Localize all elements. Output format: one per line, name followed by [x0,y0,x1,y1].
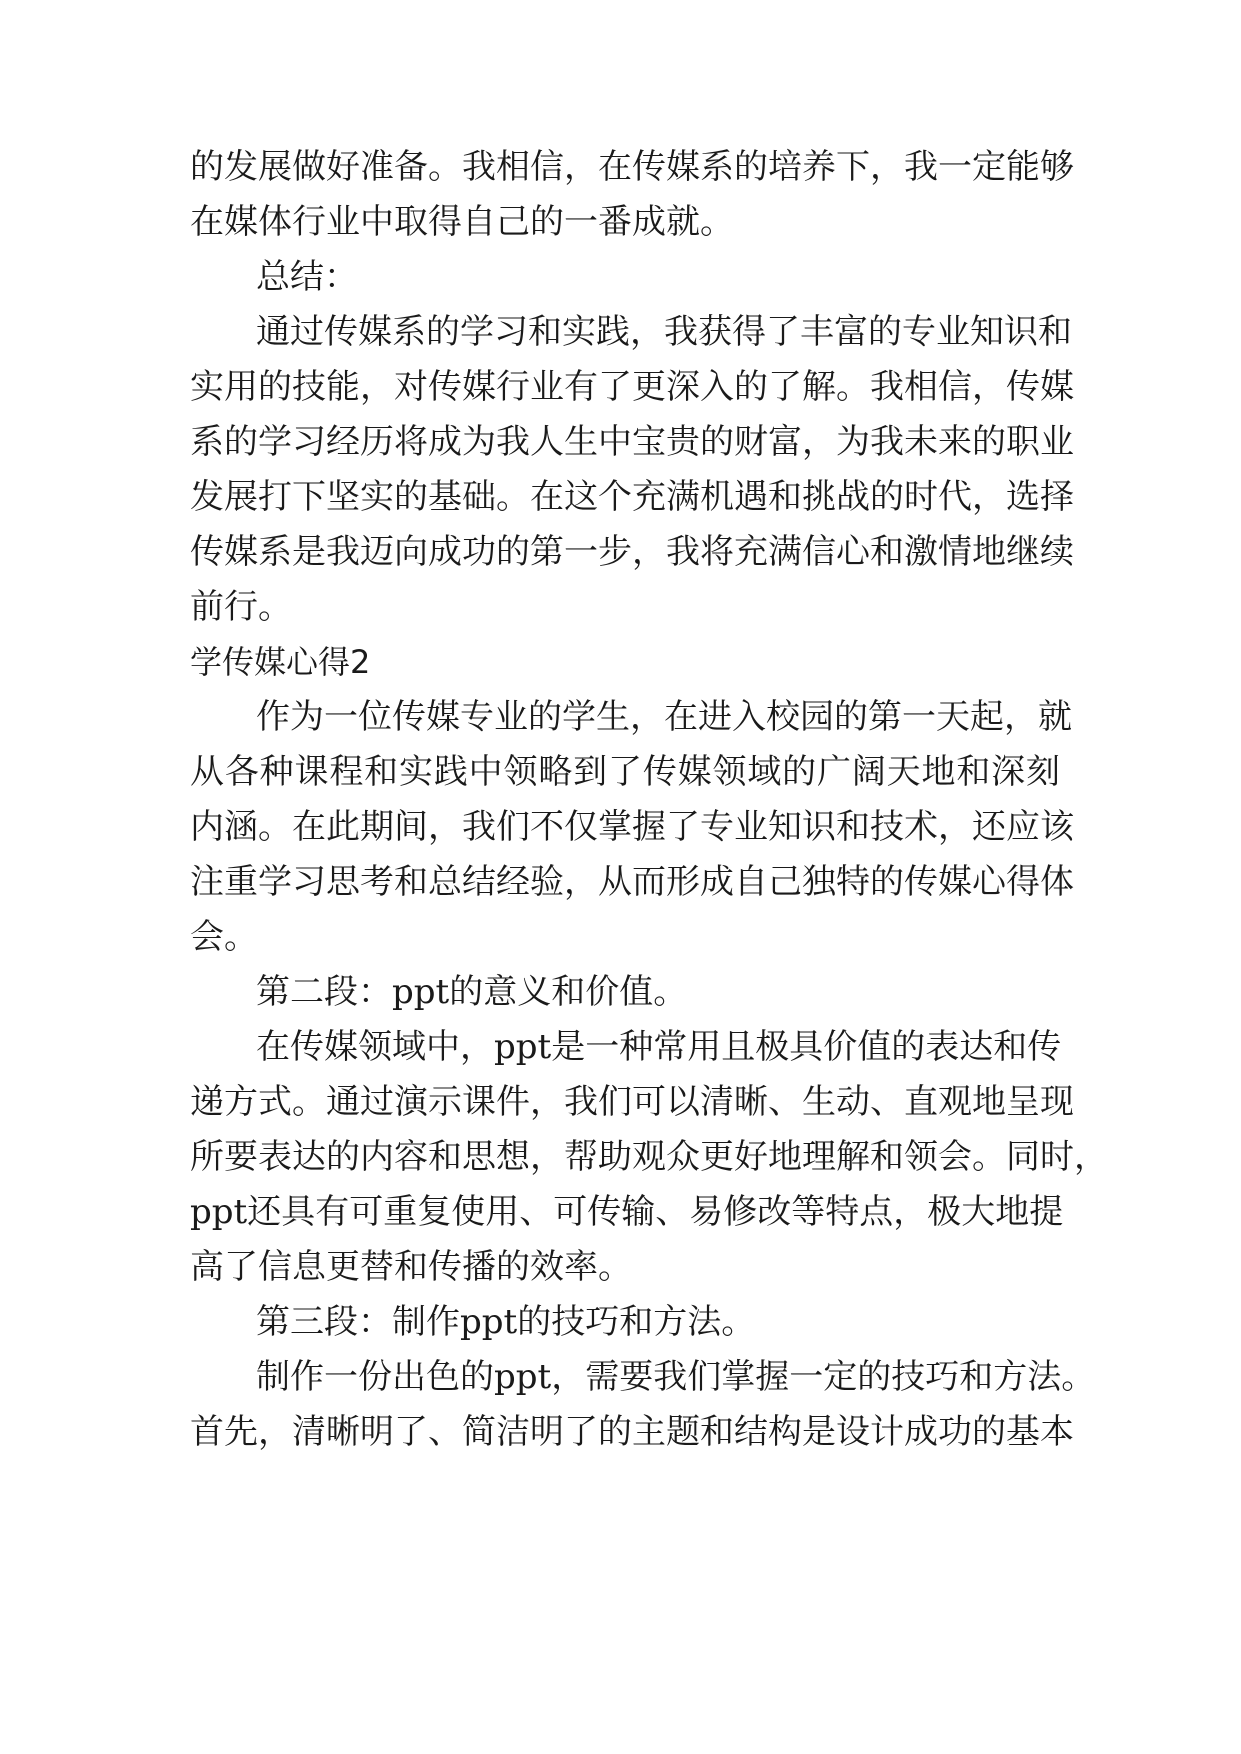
text-line: 注重学习思考和总结经验，从而形成自己独特的传媒心得体 [190,862,1074,902]
section-label: 第三段：制作ppt的技巧和方法。 [256,1302,756,1342]
text-line: 递方式。通过演示课件，我们可以清晰、生动、直观地呈现 [190,1082,1074,1122]
text-line: 实用的技能，对传媒行业有了更深入的了解。我相信，传媒 [190,367,1074,407]
text-line: 从各种课程和实践中领略到了传媒领域的广阔天地和深刻 [190,752,1060,792]
text-line: 高了信息更替和传播的效率。 [190,1247,632,1287]
section-label: 总结： [256,257,358,297]
text-line: 会。 [190,917,258,957]
text-line: 制作一份出色的ppt，需要我们掌握一定的技巧和方法。 [256,1357,1096,1397]
text-line: 传媒系是我迈向成功的第一步，我将充满信心和激情地继续 [190,532,1074,572]
text-line: 首先，清晰明了、简洁明了的主题和结构是设计成功的基本 [190,1412,1074,1452]
text-line: ppt还具有可重复使用、可传输、易修改等特点，极大地提 [190,1192,1064,1232]
text-line: 的发展做好准备。我相信，在传媒系的培养下，我一定能够 [190,147,1074,187]
section-label: 第二段：ppt的意义和价值。 [256,972,688,1012]
text-line: 前行。 [190,587,292,627]
text-line: 在媒体行业中取得自己的一番成就。 [190,202,734,242]
text-line: 所要表达的内容和思想，帮助观众更好地理解和领会。同时， [190,1137,1108,1177]
text-line: 作为一位传媒专业的学生，在进入校园的第一天起，就 [256,697,1072,737]
text-line: 发展打下坚实的基础。在这个充满机遇和挑战的时代，选择 [190,477,1074,517]
text-line: 系的学习经历将成为我人生中宝贵的财富，为我未来的职业 [190,422,1074,462]
text-line: 通过传媒系的学习和实践，我获得了丰富的专业知识和 [256,312,1072,352]
text-line: 内涵。在此期间，我们不仅掌握了专业知识和技术，还应该 [190,807,1074,847]
article-heading: 学传媒心得2 [190,643,371,681]
text-line: 在传媒领域中，ppt是一种常用且极具价值的表达和传 [256,1027,1062,1067]
